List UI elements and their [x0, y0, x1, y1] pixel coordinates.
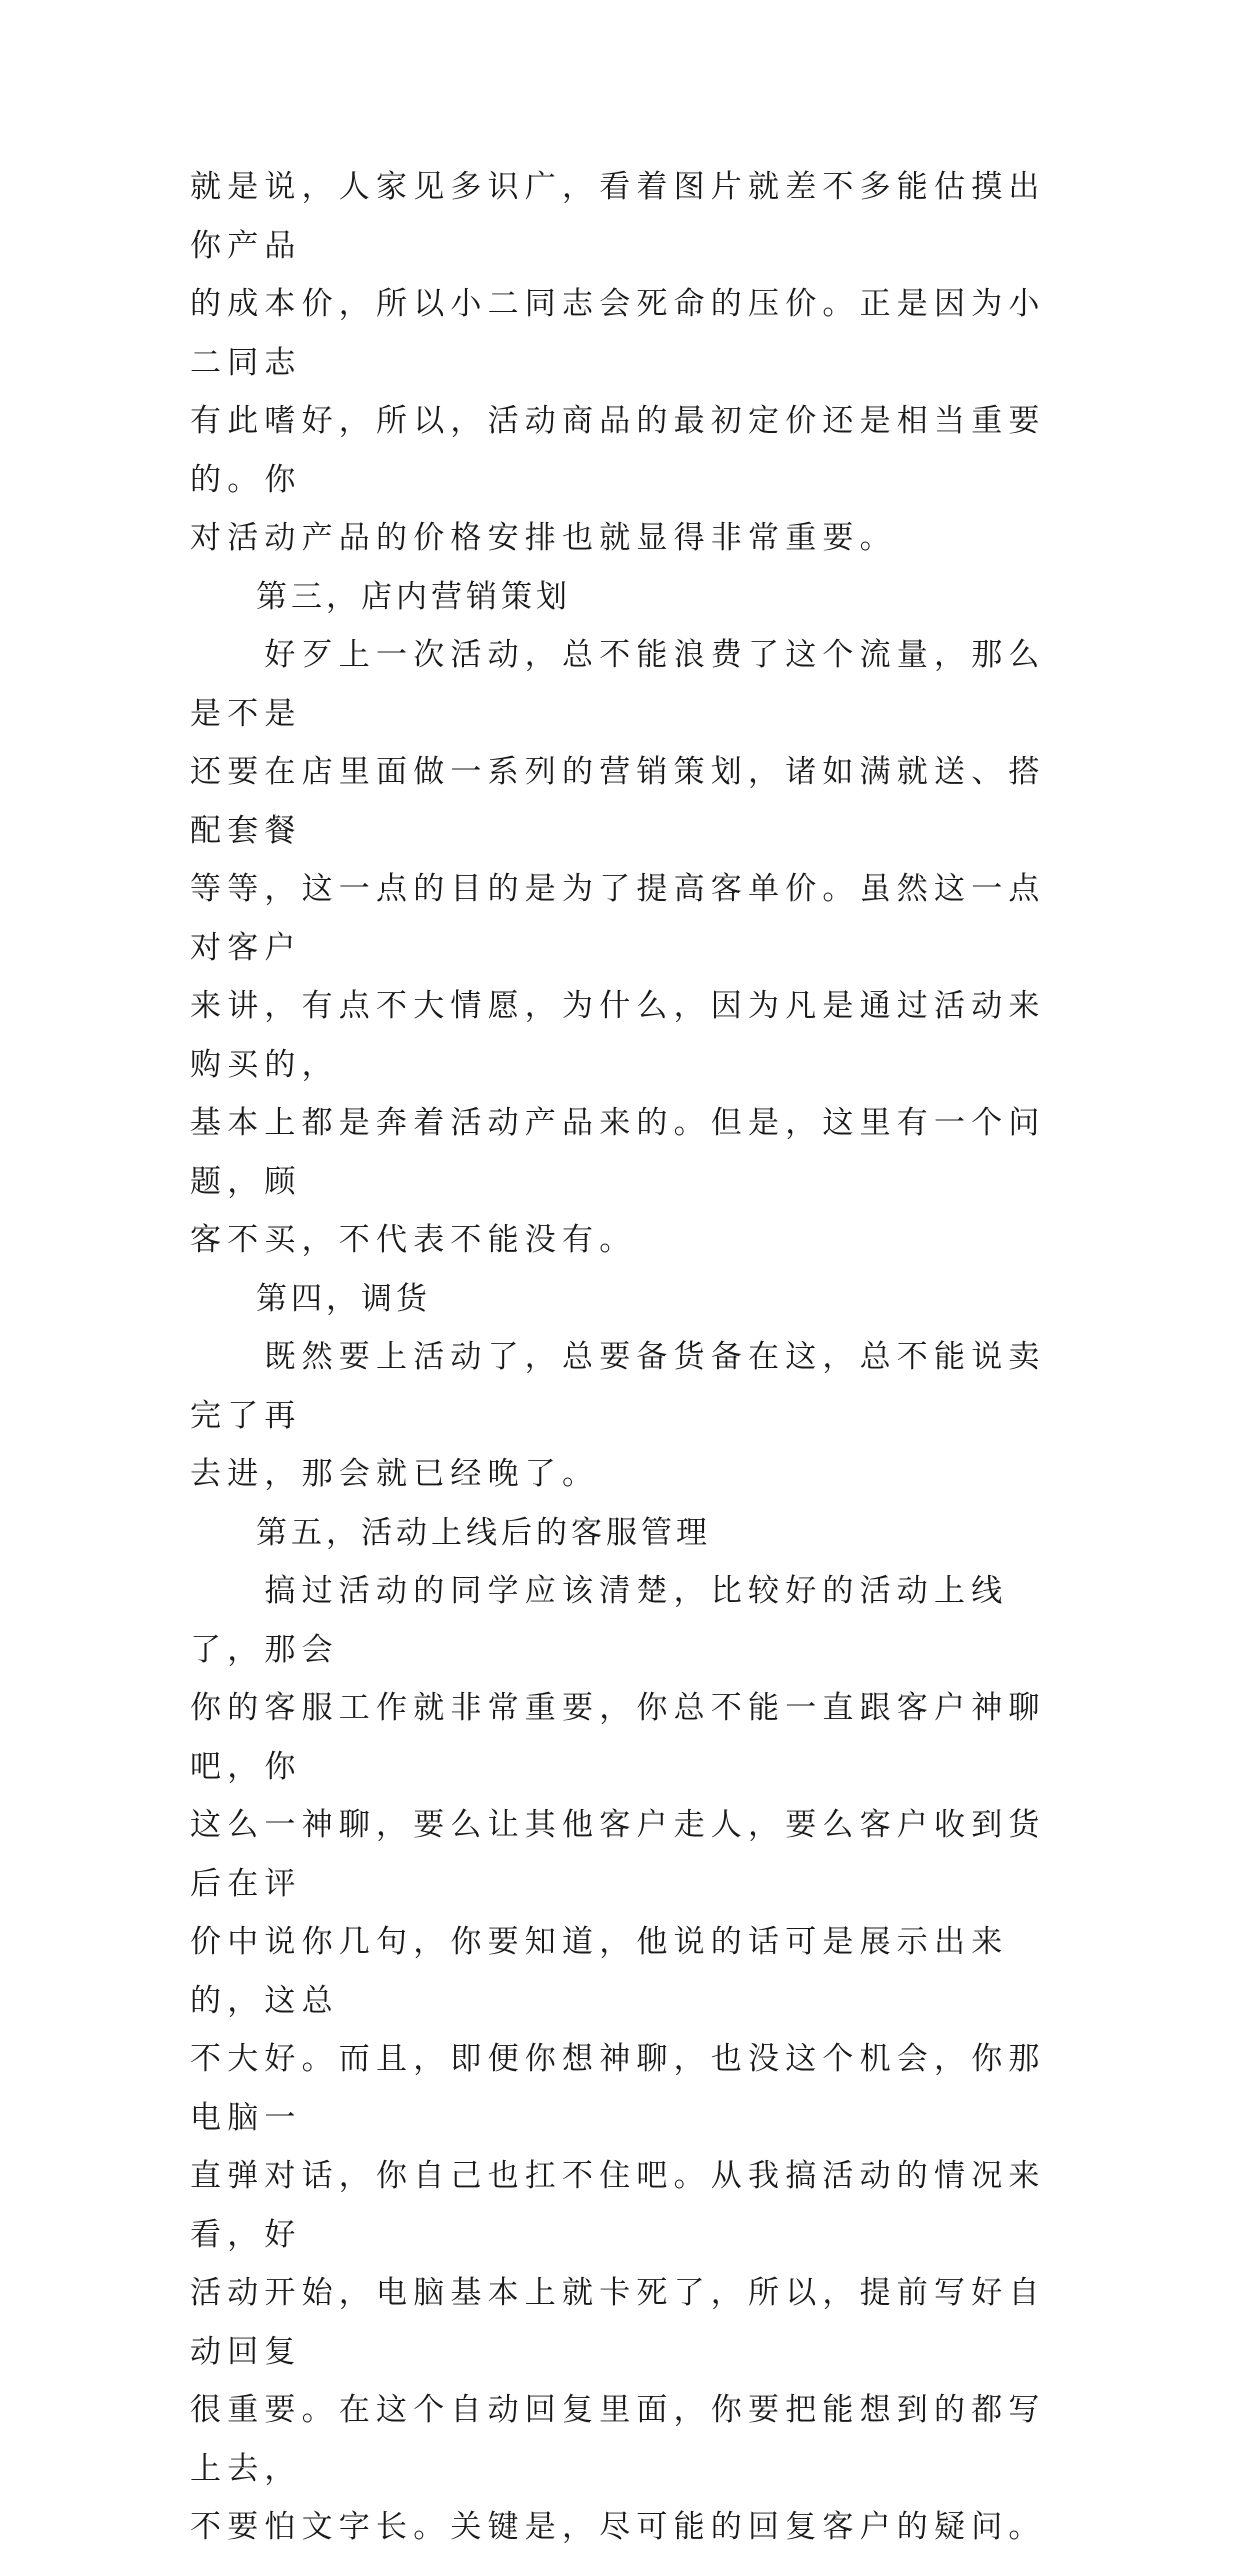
text-line: 直弹对话，你自己也扛不住吧。从我搞活动的情况来看，好	[190, 2158, 1046, 2253]
text-line: 的成本价，所以小二同志会死命的压价。正是因为小二同志	[190, 286, 1046, 381]
text-line: 这么一神聊，要么让其他客户走人，要么客户收到货后在评	[190, 1807, 1046, 1902]
text-line: 既然要上活动了，总要备货备在这，总不能说卖完了再	[190, 1339, 1046, 1434]
paragraph-customer-service	[190, 1562, 1070, 2557]
section-heading-three: 第三，店内营销策划	[256, 578, 571, 615]
text-line: 价中说你几句，你要知道，他说的话可是展示出来的，这总	[190, 1924, 1009, 2019]
paragraph-intro	[190, 158, 1070, 568]
section-heading-five: 第五，活动上线后的客服管理	[256, 1514, 711, 1551]
text-line: 去进，那会就已经晚了。	[190, 1456, 600, 1492]
paragraph-marketing	[190, 626, 1070, 1270]
text-line: 有此嗜好，所以，活动商品的最初定价还是相当重要的。你	[190, 403, 1046, 498]
section-heading-four: 第四，调货	[256, 1280, 431, 1317]
text-line: 对活动产品的价格安排也就显得非常重要。	[190, 520, 897, 556]
text-line: 来讲，有点不大情愿，为什么，因为凡是通过活动来购买的，	[190, 988, 1046, 1083]
text-line: 客不买，不代表不能没有。	[190, 1222, 637, 1258]
document-body	[190, 158, 1070, 2557]
text-line: 你的客服工作就非常重要，你总不能一直跟客户神聊吧，你	[190, 1690, 1046, 1785]
text-line: 还要在店里面做一系列的营销策划，诸如满就送、搭配套餐	[190, 754, 1046, 849]
text-line: 活动开始，电脑基本上就卡死了，所以，提前写好自动回复	[190, 2275, 1046, 2370]
text-line: 好歹上一次活动，总不能浪费了这个流量，那么是不是	[190, 637, 1046, 732]
text-line: 不要怕文字长。关键是，尽可能的回复客户的疑问。	[190, 2509, 1046, 2545]
text-line: 很重要。在这个自动回复里面，你要把能想到的都写上去，	[190, 2392, 1046, 2487]
paragraph-stock	[190, 1328, 1070, 1504]
text-line: 等等，这一点的目的是为了提高客单价。虽然这一点对客户	[190, 871, 1046, 966]
text-line: 基本上都是奔着活动产品来的。但是，这里有一个问题，顾	[190, 1105, 1046, 1200]
text-line: 就是说，人家见多识广，看着图片就差不多能估摸出你产品	[190, 169, 1046, 264]
text-line: 搞过活动的同学应该清楚，比较好的活动上线了，那会	[190, 1573, 1009, 1668]
text-line: 不大好。而且，即便你想神聊，也没这个机会，你那电脑一	[190, 2041, 1046, 2136]
